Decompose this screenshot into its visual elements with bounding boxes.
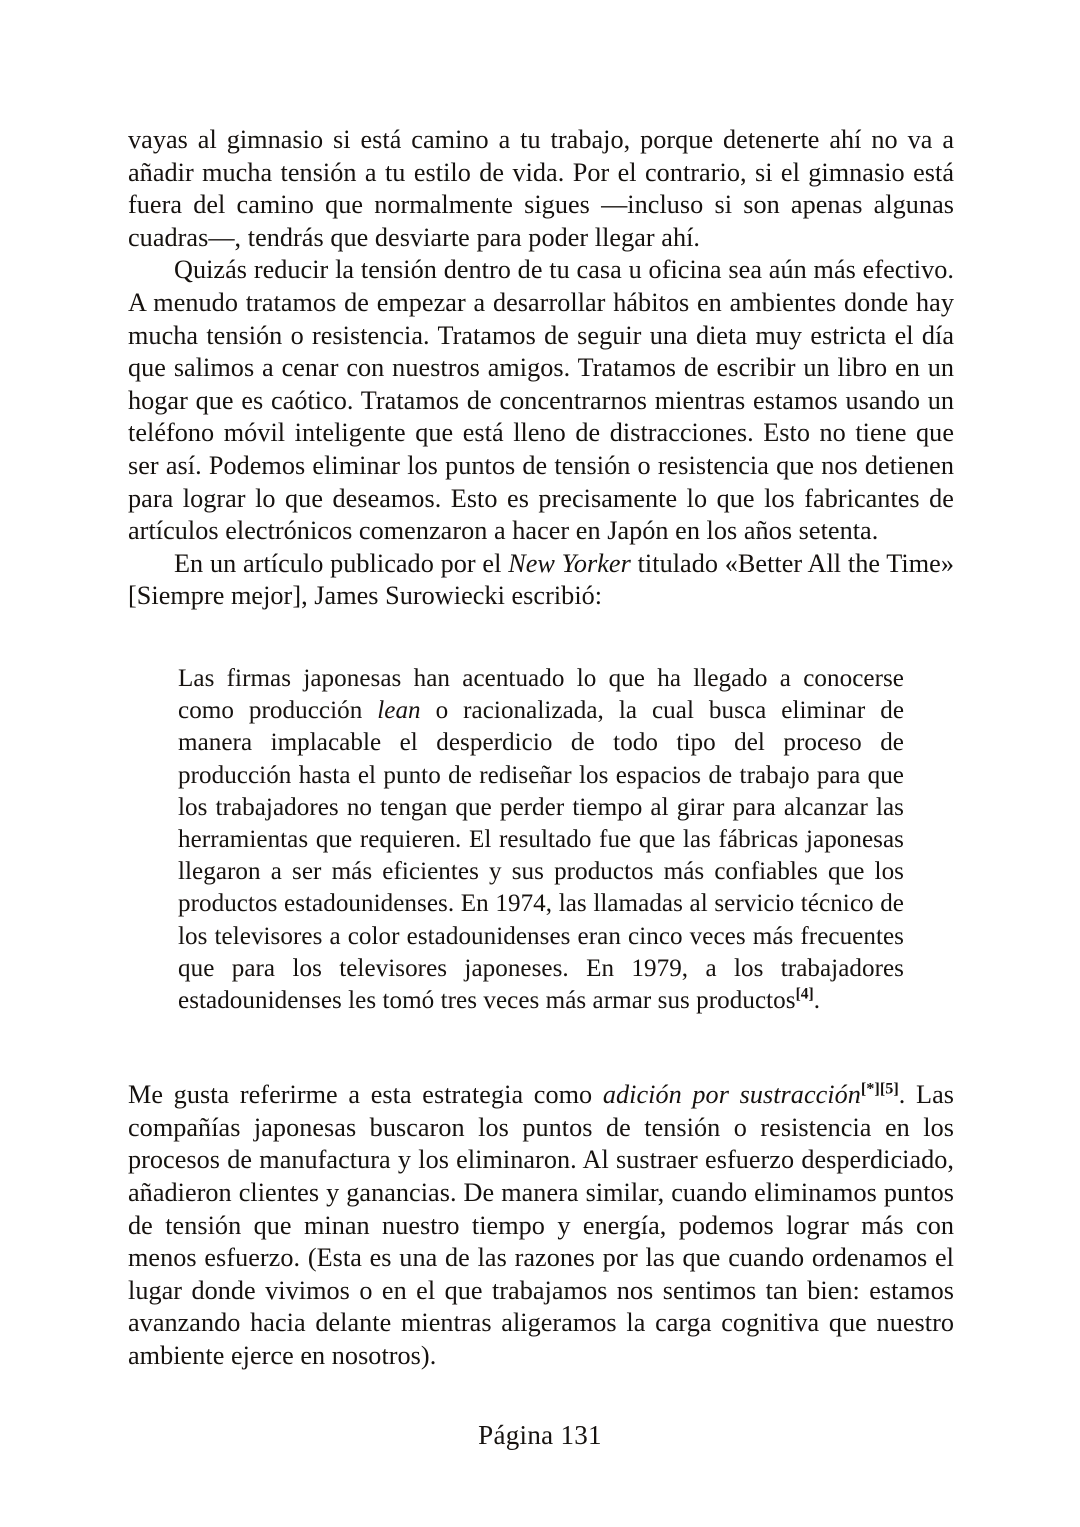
paragraph-adicion-tail: . Las compañías japonesas buscaron los puntos de tensión o resistencia en los procesos de manufactura y los eliminaron. Al sustraer esfuerzo desperdiciado, añadieron clientes y ganancias. De manera similar, cuando eliminamos puntos de tensión que minan nuestro tiempo y energía, podemos lograr más con menos esfuerzo. (Esta es una de las razones por las que cuando ordenamos el lugar donde vivimos o en el que trabajamos nos sentimos tan bien: estamos avanzando hacia delante mientras aligeramos la carga cognitiva que nuestro ambiente ejerce en nosotros). (128, 1080, 955, 1370)
publication-title-new-yorker: New Yorker (508, 548, 631, 578)
spacer-before-blockquote (128, 613, 954, 635)
paragraph-new-yorker-intro-tail: titulado «Better All the Time» [Siempre mejor], James Surowiecki escribió: (128, 548, 954, 611)
page-content (128, 124, 954, 1372)
blockquote-segment-2: o racionalizada, la cual busca eliminar de manera implacable el desperdicio de todo tipo del proceso de producción hasta el punto de rediseñar los espacios de trabajo para que los trabajadores no tengan que perder tiempo al girar para alcanzar las herramientas que requieren. El resultado fue que las fábricas japonesas llegaron a ser más eficientes y sus productos más confiables que los productos estadounidenses. En 1974, las llamadas al servicio técnico de los televisores a color estadounidenses eran cinco veces más frecuentes que para los televisores japoneses. En 1979, a los trabajadores estadounidenses les tomó tres veces más armar sus productos (178, 697, 905, 1014)
blockquote-surowiecki (178, 663, 904, 1017)
spacer-after-blockquote (128, 1045, 954, 1079)
footnote-marker-asterisk[interactable]: [*] (860, 1079, 880, 1098)
blockquote-segment-3: . (813, 986, 821, 1014)
page-number: Página 131 (478, 1420, 602, 1450)
blockquote-text (178, 663, 904, 1017)
paragraph-new-yorker-intro (128, 548, 954, 613)
paragraph-adicion-por-sustraccion (128, 1079, 954, 1372)
blockquote-segment-1: Las firmas japonesas han acentuado lo que ha llegado a conocerse como producción (178, 664, 904, 725)
key-term-adicion-por-sustraccion: adición por sustracción (602, 1080, 861, 1110)
blockquote-italic-term-lean: lean (377, 697, 421, 725)
footnote-marker-5[interactable]: [5] (879, 1079, 899, 1098)
footnote-marker-4[interactable]: [4] (795, 985, 814, 1003)
paragraph-new-yorker-intro-lead: En un artículo publicado por el (174, 548, 509, 578)
paragraph-continuation: vayas al gimnasio si está camino a tu trabajo, porque detenerte ahí no va a añadir mucha tensión a tu estilo de vida. Por el contrario, si el gimnasio está fuera del camino que normalmente sigues —incluso si son apenas algunas cuadras—, tendrás que desviarte para poder llegar ahí. (128, 125, 954, 252)
paragraph-adicion-lead: Me gusta referirme a esta estrategia como (128, 1080, 603, 1110)
paragraph-tension-home-office: Quizás reducir la tensión dentro de tu casa u oficina sea aún más efectivo. A menudo tratamos de empezar a desarrollar hábitos en ambientes donde hay mucha tensión o resistencia. Tratamos de seguir una dieta muy estricta el día que salimos a cenar con nuestros amigos. Tratamos de escribir un libro en un hogar que es caótico. Tratamos de concentrarnos mientras estamos usando un teléfono móvil inteligente que está lleno de distracciones. Esto no tiene que ser así. Podemos eliminar los puntos de tensión o resistencia que nos detienen para lograr lo que deseamos. Esto es precisamente lo que los fabricantes de artículos electrónicos comenzaron a hacer en Japón en los años setenta. (128, 255, 954, 546)
